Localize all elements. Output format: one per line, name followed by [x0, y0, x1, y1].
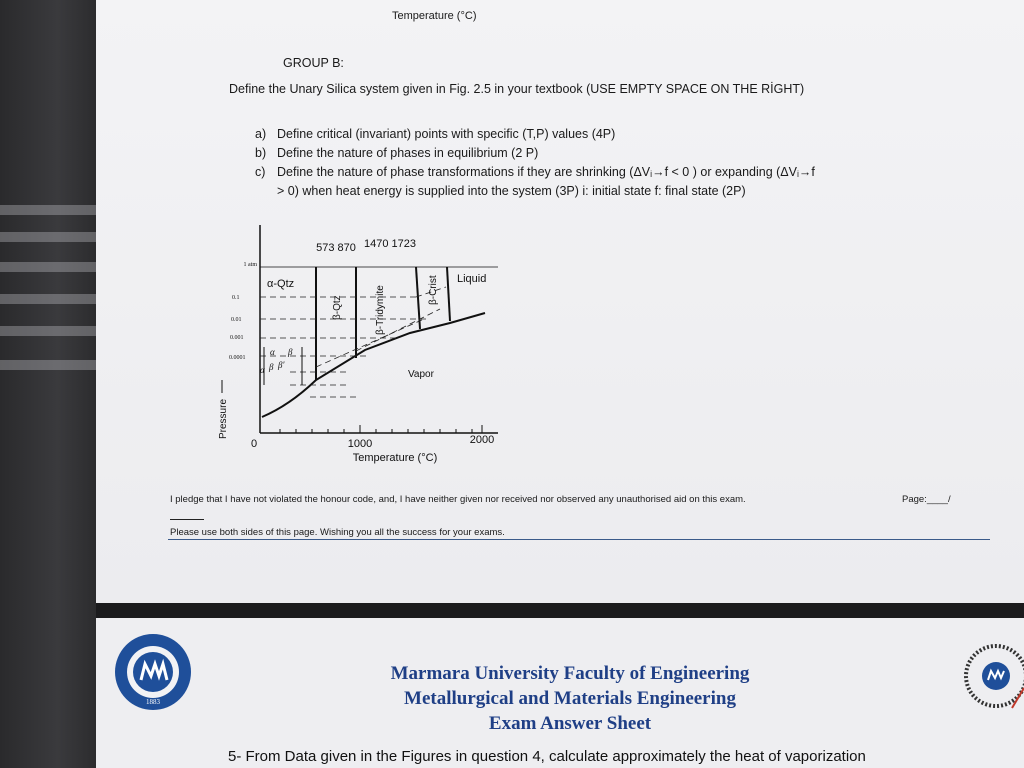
light-reflection — [0, 360, 96, 370]
group-heading: GROUP B: — [283, 56, 344, 70]
top-temps-right: 1470 1723 — [364, 238, 416, 250]
question-c-continued: > 0) when heat energy is supplied into the system (3P) i: initial state f: final state (2P) — [277, 184, 746, 198]
question-a: a) Define critical (invariant) points with specific (T,P) values (4P) — [255, 127, 616, 141]
y-axis-label: Pressure — [218, 398, 229, 439]
liquid-boundary — [447, 267, 450, 321]
vapor-pressure-curve — [262, 313, 485, 417]
x-tick-label: 0 — [250, 438, 258, 450]
pressure-label: 0.001 — [230, 335, 244, 341]
honour-pledge: I pledge that I have not violated the honour code, and, I have neither given nor received nor observed any unauthorised aid on this exam. — [170, 494, 746, 505]
light-reflection — [0, 262, 96, 272]
phase-label-beta-tridymite: β-Tridymite — [375, 285, 386, 335]
small-phase-label: α — [270, 347, 275, 357]
pressure-label: 0.0001 — [229, 355, 246, 361]
light-reflection — [0, 205, 96, 215]
page-number-field[interactable]: Page:____/ — [902, 494, 951, 505]
instruction-text: Define the Unary Silica system given in Fig. 2.5 in your textbook (USE EMPTY SPACE ON THE RİGHT) — [229, 82, 805, 96]
phase-label-liquid: Liquid — [457, 273, 487, 285]
department-title: Metallurgical and Materials Engineering — [404, 688, 736, 709]
footer-rule — [168, 539, 990, 540]
light-reflection — [0, 326, 96, 336]
prev-axis-label: Temperature (°C) — [392, 10, 477, 22]
silica-phase-diagram — [210, 225, 510, 475]
top-temps-left: 573 870 — [316, 242, 356, 254]
faculty-logo — [960, 640, 1024, 710]
small-phase-label: β — [288, 347, 293, 357]
x-axis-label: Temperature (°C) — [352, 452, 438, 464]
question-5: 5- From Data given in the Figures in question 4, calculate approximately the heat of vaporization — [228, 748, 866, 765]
pressure-label: 0.1 — [232, 295, 240, 301]
question-b: b) Define the nature of phases in equilibrium (2 P) — [255, 146, 539, 160]
university-seal-logo — [113, 632, 193, 712]
phase-label-vapor: Vapor — [408, 369, 434, 380]
pressure-label: 1 atm — [243, 262, 257, 268]
phase-label-beta-qtz: β-Qtz — [332, 295, 343, 320]
short-rule — [170, 519, 204, 520]
small-phase-label: β — [269, 362, 274, 372]
x-tick-label: 1000 — [347, 438, 373, 450]
x-tick-label: 2000 — [469, 434, 495, 446]
instructions-footer: Please use both sides of this page. Wishing you all the success for your exams. — [170, 527, 505, 538]
phase-label-beta-crist: β-Crist — [428, 275, 439, 305]
logo-year: 1883 — [146, 698, 160, 706]
small-phase-label: β' — [278, 360, 285, 370]
light-reflection — [0, 294, 96, 304]
light-reflection — [0, 232, 96, 242]
pressure-label: 0.01 — [231, 317, 242, 323]
x-tick-marks — [280, 425, 482, 433]
question-c: c) Define the nature of phase transformations if they are shrinking (ΔVᵢ→f < 0 ) or expanding (ΔVᵢ→f — [255, 165, 815, 179]
sheet-title: Exam Answer Sheet — [488, 713, 652, 734]
phase-label-alpha-qtz: α-Qtz — [267, 278, 295, 290]
university-title: Marmara University Faculty of Engineering — [390, 663, 750, 684]
monitor-bezel — [0, 0, 96, 768]
small-phase-label: α — [260, 365, 265, 375]
